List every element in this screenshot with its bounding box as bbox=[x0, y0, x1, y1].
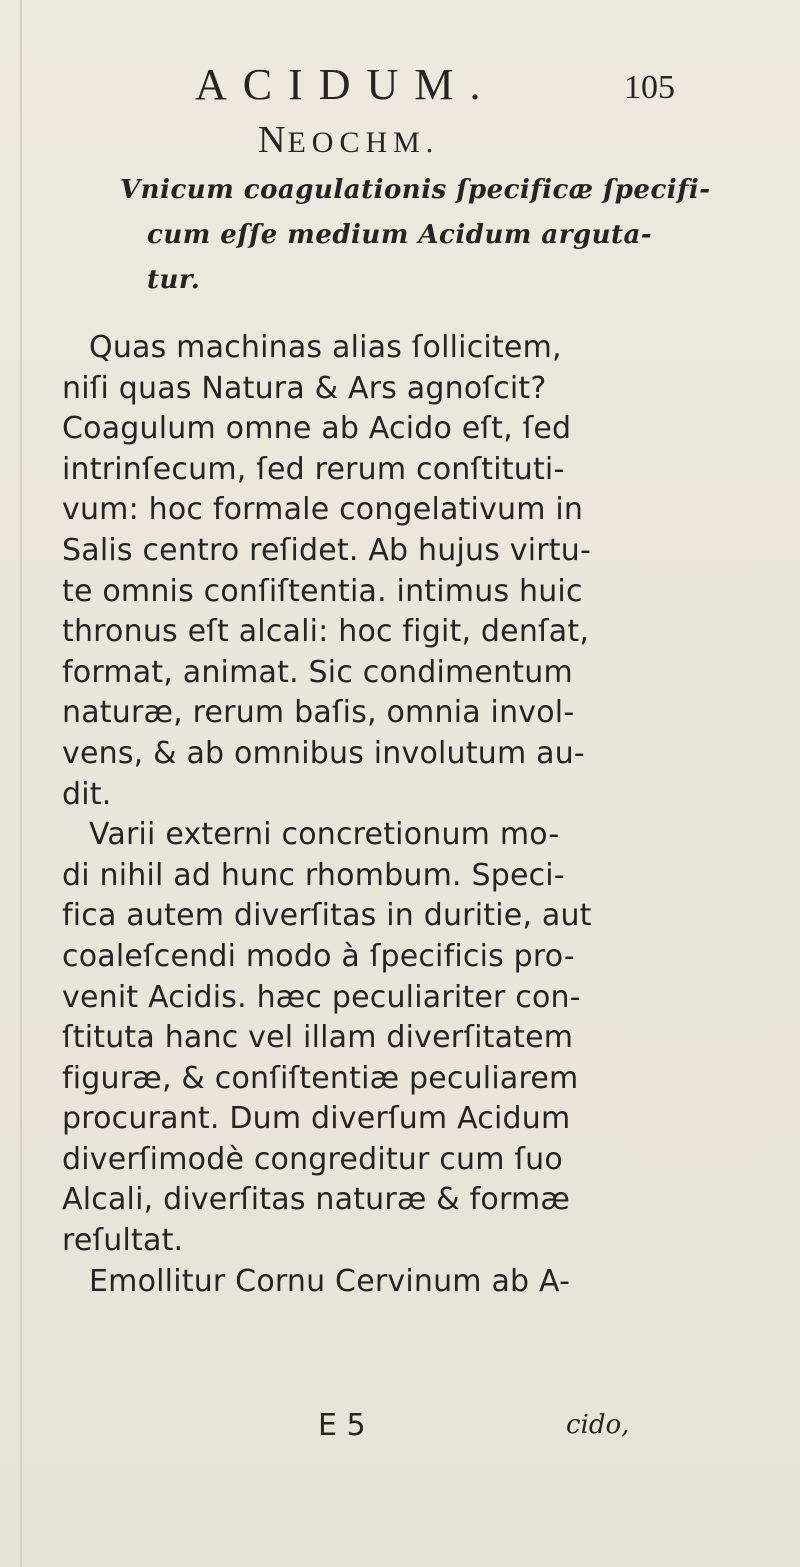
author-heading bbox=[258, 118, 439, 162]
text-line: di nihil ad hunc rhombum. Speci- bbox=[62, 857, 565, 893]
text-line: te omnis conſiſtentia. intimus huic bbox=[62, 573, 583, 609]
signature-mark: E 5 bbox=[318, 1408, 366, 1443]
running-title: ACIDUM. bbox=[195, 60, 497, 109]
text-line: format, animat. Sic condimentum bbox=[62, 654, 573, 690]
text-line: diverſimodè congreditur cum ſuo bbox=[62, 1141, 563, 1177]
text-line: figuræ, & conſiſtentiæ peculiarem bbox=[62, 1060, 579, 1096]
text-line: coaleſcendi modo à ſpecificis pro- bbox=[62, 938, 575, 974]
thesis-statement bbox=[120, 168, 760, 303]
text-line: Coagulum omne ab Acido eſt, ſed bbox=[62, 411, 572, 447]
text-line: naturæ, rerum baſis, omnia invol- bbox=[62, 695, 575, 731]
text-line: procurant. Dum diverſum Acidum bbox=[62, 1101, 571, 1137]
page-footer bbox=[0, 1408, 800, 1452]
text-line: intrinſecum, ſed rerum conſtituti- bbox=[62, 451, 565, 487]
text-line: dit. bbox=[62, 776, 112, 812]
text-line: vum: hoc formale congelativum in bbox=[62, 492, 584, 528]
text-line: reſultat. bbox=[62, 1223, 184, 1259]
text-line: Salis centro reſidet. Ab hujus virtu- bbox=[62, 532, 591, 568]
catchword: cido, bbox=[566, 1410, 630, 1440]
author-name-rest: EOCHM. bbox=[287, 126, 440, 159]
thesis-line: cum eſſe medium Acidum arguta- bbox=[147, 220, 653, 250]
thesis-line: Vnicum coagulationis ſpecificæ ſpecifi- bbox=[120, 175, 711, 205]
text-line: Alcali, diverſitas naturæ & formæ bbox=[62, 1182, 571, 1218]
text-line: vens, & ab omnibus involutum au- bbox=[62, 735, 585, 771]
running-head bbox=[195, 60, 675, 110]
text-line: Quas machinas alias ſollicitem, bbox=[89, 330, 562, 365]
page-number: 105 bbox=[624, 69, 675, 106]
text-line: ſtituta hanc vel illam diverſitatem bbox=[62, 1020, 574, 1056]
text-line: niſi quas Natura & Ars agnoſcit? bbox=[62, 370, 547, 406]
text-line: Varii externi concretionum mo- bbox=[89, 817, 560, 853]
text-line: Emollitur Cornu Cervinum ab A- bbox=[89, 1263, 571, 1299]
text-line: fica autem diverſitas in duritie, aut bbox=[62, 898, 592, 934]
author-initial: N bbox=[258, 119, 288, 161]
body-text bbox=[62, 328, 782, 1302]
thesis-line: tur. bbox=[147, 265, 201, 295]
text-line: thronus eſt alcali: hoc figit, denſat, bbox=[62, 614, 590, 650]
text-line: venit Acidis. hæc peculiariter con- bbox=[62, 979, 581, 1015]
